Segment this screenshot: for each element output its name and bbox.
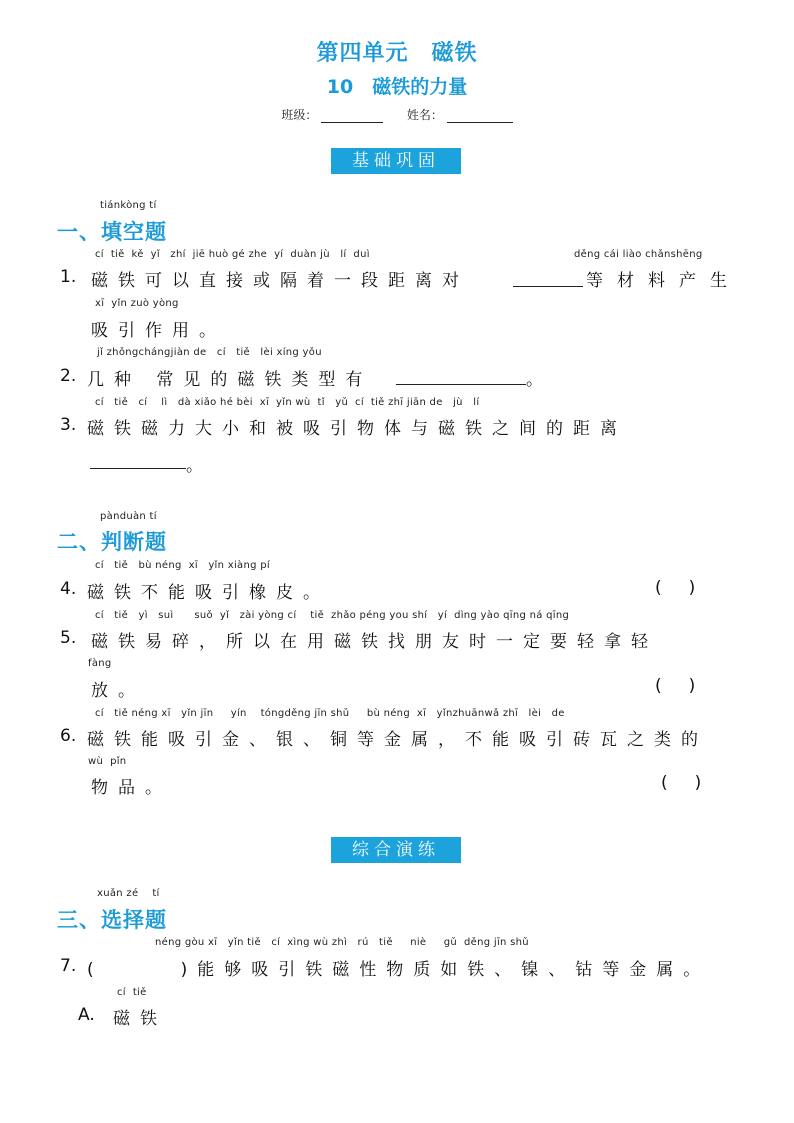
q2-number: 2. — [60, 366, 77, 386]
q7-text: ( )能够吸引铁磁性物质如铁、镍、钴等金属。 — [87, 960, 711, 980]
q2-pinyin: jǐ zhǒngchángjiàn de cí tiě lèi xíng yǒu — [97, 347, 322, 358]
q6-text-2: 物品。 — [91, 778, 172, 798]
class-name-line — [0, 106, 794, 123]
q4-pinyin: cí tiě bù néng xī yǐn xiàng pí — [95, 560, 270, 571]
lesson-title: 10 磁铁的力量 — [326, 76, 468, 98]
q6-number: 6. — [60, 726, 77, 746]
q1-pinyin-3: xī yǐn zuò yòng — [95, 298, 179, 309]
section2-pinyin: pànduàn tí — [100, 511, 157, 522]
section3-pinyin: xuǎn zé tí — [97, 888, 160, 899]
name-blank[interactable] — [447, 110, 513, 123]
q5-answer-parens[interactable]: ( ) — [655, 676, 696, 696]
q5-text-2: 放。 — [91, 681, 145, 701]
q6-pinyin-2: wù pǐn — [88, 756, 127, 767]
q2-answer-blank[interactable] — [396, 372, 526, 385]
q1-pinyin-2: děng cái liào chǎnshēng — [574, 249, 703, 260]
section2-title: 二、判断题 — [57, 530, 167, 554]
q4-answer-parens[interactable]: ( ) — [655, 578, 696, 598]
q6-text: 磁铁能吸引金、银、铜等金属，不能吸引砖瓦之类的 — [87, 730, 708, 750]
q4-text: 磁铁不能吸引橡皮。 — [87, 583, 330, 603]
q3-end: 。 — [186, 456, 213, 476]
q7-option-a-pinyin: cí tiě — [117, 987, 147, 998]
class-label: 班级： — [281, 108, 318, 122]
q1-text-2: 等材料产生 — [586, 271, 741, 291]
q3-answer-blank[interactable] — [90, 456, 186, 469]
class-blank[interactable] — [321, 110, 383, 123]
section3-title: 三、选择题 — [57, 908, 167, 932]
q7-pinyin: néng gòu xī yǐn tiě cí xìng wù zhì rú tiě niè gǔ děng jīn shǔ — [155, 937, 529, 948]
unit-title: 第四单元 磁铁 — [316, 41, 478, 66]
q6-pinyin: cí tiě néng xī yǐn jīn yín tóngděng jīn shǔ bù néng xī yǐnzhuānwǎ zhī lèi de — [95, 708, 565, 719]
name-label: 姓名： — [406, 108, 443, 122]
q5-pinyin-2: fàng — [88, 658, 112, 669]
q1-text: 磁铁可以直接或隔着一段距离对 — [91, 271, 469, 291]
q1-number: 1. — [60, 267, 77, 287]
q5-text: 磁铁易碎，所以在用磁铁找朋友时一定要轻拿轻 — [91, 632, 658, 652]
q2-end: 。 — [526, 370, 553, 390]
q7-option-a-label[interactable]: A. — [78, 1005, 95, 1025]
q5-number: 5. — [60, 628, 77, 648]
q5-pinyin: cí tiě yì suì suǒ yǐ zài yòng cí tiě zhǎo péng you shí yí dìng yào qīng ná qīng — [95, 610, 570, 621]
q6-answer-parens[interactable]: ( ) — [661, 773, 702, 793]
q1-text-3: 吸引作用。 — [91, 321, 226, 341]
q1-pinyin: cí tiě kě yǐ zhí jiē huò gé zhe yí duàn jù lí duì — [95, 249, 370, 260]
q7-number: 7. — [60, 956, 77, 976]
banner-basic: 基础巩固 — [331, 148, 461, 174]
q3-number: 3. — [60, 415, 77, 435]
banner-practice: 综合演练 — [331, 837, 461, 863]
q1-answer-blank[interactable] — [513, 274, 583, 287]
q4-number: 4. — [60, 579, 77, 599]
section1-title: 一、填空题 — [57, 220, 167, 244]
q7-option-a-text[interactable]: 磁铁 — [113, 1009, 167, 1029]
q3-text: 磁铁磁力大小和被吸引物体与磁铁之间的距离 — [87, 419, 627, 439]
section1-pinyin: tiánkòng tí — [100, 200, 157, 211]
q3-pinyin: cí tiě cí lì dà xiǎo hé bèi xī yǐn wù tǐ yǔ cí tiě zhī jiān de jù lí — [95, 397, 480, 408]
q2-text: 几种 常见的磁铁类型有 — [87, 370, 373, 390]
